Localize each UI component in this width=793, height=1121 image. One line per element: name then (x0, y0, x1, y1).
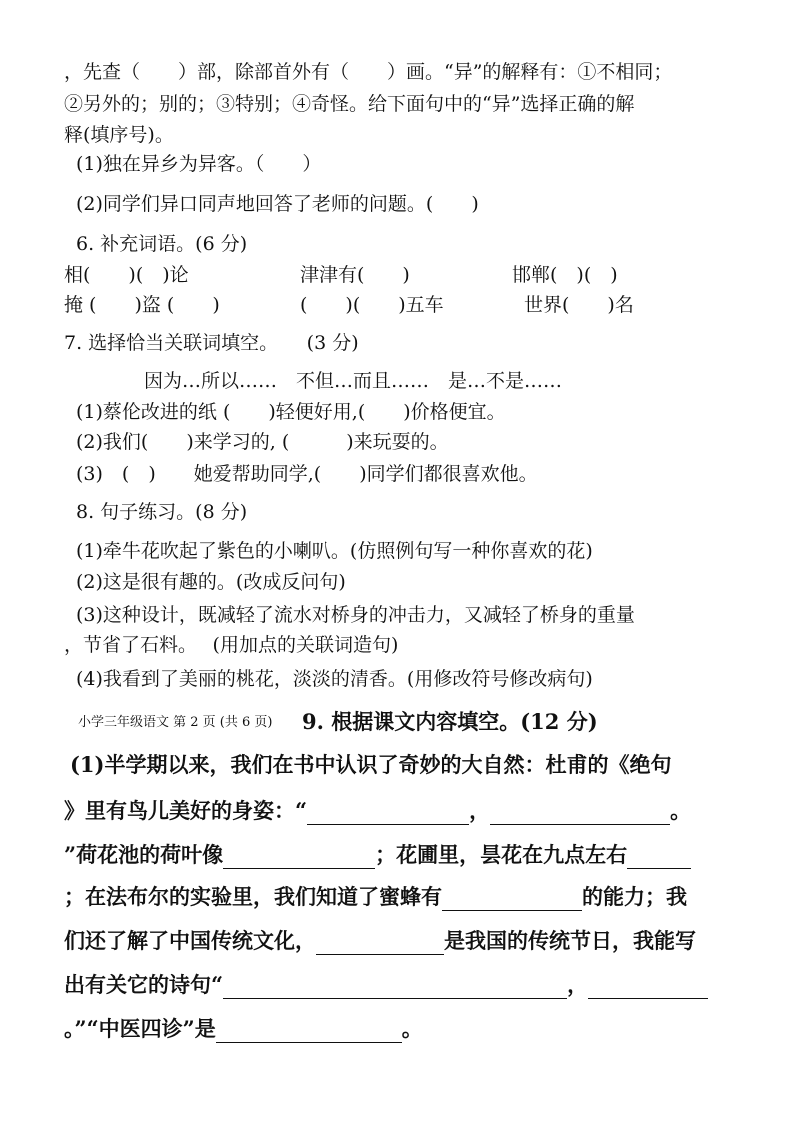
question-9-title: 9. 根据课文内容填空。(12 分) (302, 709, 598, 734)
text-line: (3) ( ) 她爱帮助同学,( )同学们都很喜欢他。 (76, 463, 538, 485)
word-item: 世界( )名 (524, 294, 634, 316)
page-footer: 小学三年级语文 第 2 页 (共 6 页) (78, 715, 273, 730)
fill-text: ；在法布尔的实验里，我们知道了蜜蜂有 (64, 884, 442, 909)
answer-blank[interactable] (216, 1022, 402, 1043)
fill-text: 的能力；我 (582, 884, 687, 909)
question-8-title: 8. 句子练习。(8 分) (76, 501, 248, 523)
answer-blank[interactable] (223, 848, 375, 869)
fill-line (64, 927, 696, 955)
fill-line (64, 797, 691, 825)
fill-line (64, 841, 691, 869)
fill-text: ”荷花池的荷叶像 (64, 842, 224, 867)
answer-blank[interactable] (627, 848, 691, 869)
text-line: (4)我看到了美丽的桃花，淡淡的清香。(用修改符号修改病句) (76, 668, 593, 690)
answer-blank[interactable] (316, 934, 444, 955)
answer-blank[interactable] (223, 978, 567, 999)
word-item: ( )( )五车 (300, 294, 444, 316)
text-line: ②另外的；别的；③特别；④奇怪。给下面句中的“异”选择正确的解 (64, 93, 635, 115)
text-line: (1)牵牛花吹起了紫色的小喇叭。(仿照例句写一种你喜欢的花) (76, 540, 593, 562)
fill-text: 是我国的传统节日，我能写 (444, 928, 696, 953)
fill-text: 们还了解了中国传统文化， (64, 928, 316, 953)
word-item: 掩 ( )盗 ( ) (64, 294, 220, 316)
text-line: (3)这种设计，既减轻了流水对桥身的冲击力，又减轻了桥身的重量 (76, 604, 635, 626)
word-item: 津津有( ) (300, 264, 410, 286)
text-line: ，先查（ ）部，除部首外有（ ）画。“异”的解释有：①不相同； (64, 61, 673, 83)
fill-line (64, 883, 687, 911)
question-7-title: 7. 选择恰当关联词填空。 (3 分) (64, 332, 359, 354)
word-item: 相( )( )论 (64, 264, 189, 286)
fill-line (64, 971, 708, 999)
text-line: ，节省了石料。 (用加点的关联词造句) (64, 634, 399, 656)
fill-text: 。”“中医四诊”是 (64, 1016, 216, 1041)
fill-line (64, 1015, 423, 1043)
text-line: 释(填序号)。 (64, 124, 174, 146)
text-line: (2)同学们异口同声地回答了老师的问题。( ) (76, 193, 479, 215)
answer-blank[interactable] (307, 804, 469, 825)
answer-blank[interactable] (588, 978, 708, 999)
text-line: (2)这是很有趣的。(改成反问句) (76, 571, 346, 593)
text-line: (1)蔡伦改进的纸 ( )轻便好用,( )价格便宜。 (76, 401, 506, 423)
fill-text: ；花圃里，昙花在九点左右 (375, 842, 628, 867)
question-6-title: 6. 补充词语。(6 分) (76, 233, 248, 255)
word-item: 邯郸( )( ) (512, 264, 618, 286)
text-line: (2)我们( )来学习的, ( )来玩耍的。 (76, 431, 449, 453)
fill-text: 。 (670, 798, 692, 823)
text-line: (1)独在异乡为异客。（ ） (76, 153, 322, 175)
conjunction-options: 因为…所以…… 不但…而且…… 是…不是…… (144, 370, 563, 392)
fill-text: 。 (401, 1016, 423, 1041)
fill-text: 》里有鸟儿美好的身姿：“ (64, 798, 308, 823)
text-line: (1)半学期以来，我们在书中认识了奇妙的大自然：杜甫的《绝句 (70, 752, 672, 777)
fill-text: ， (567, 972, 589, 997)
answer-blank[interactable] (442, 890, 582, 911)
answer-blank[interactable] (490, 804, 670, 825)
fill-text: ， (469, 798, 491, 823)
fill-text: 出有关它的诗句“ (64, 972, 224, 997)
